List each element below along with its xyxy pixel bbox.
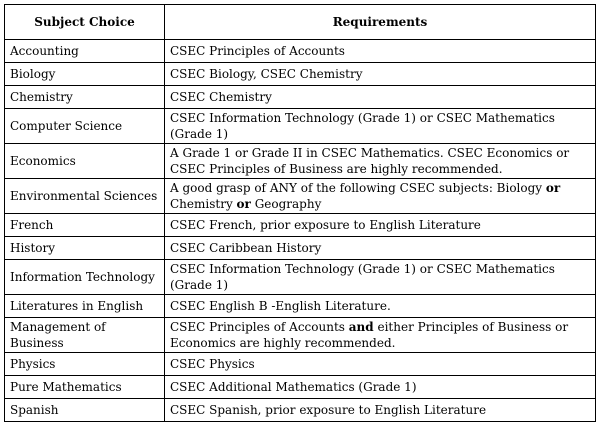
- table-row: [5, 144, 596, 179]
- requirement-cell: CSEC French, prior exposure to English Literature: [165, 214, 596, 237]
- table-row: [5, 399, 596, 422]
- subject-cell: History: [5, 237, 165, 260]
- header-requirements: Requirements: [165, 5, 596, 40]
- requirement-cell: CSEC English B -English Literature.: [165, 295, 596, 318]
- subject-cell: Physics: [5, 353, 165, 376]
- requirement-cell: CSEC Caribbean History: [165, 237, 596, 260]
- table-row: [5, 109, 596, 144]
- requirement-cell: CSEC Chemistry: [165, 86, 596, 109]
- requirement-text: A good grasp of ANY of the following CSEC subjects: Biology: [170, 181, 546, 195]
- subject-cell: Literatures in English: [5, 295, 165, 318]
- subject-cell: Management of Business: [5, 318, 165, 353]
- requirement-text: Chemistry: [170, 197, 237, 211]
- requirements-table-container: [4, 4, 595, 422]
- requirement-text: either Principles of Business or Economics are highly recommended.: [170, 320, 569, 350]
- requirement-cell: CSEC Biology, CSEC Chemistry: [165, 63, 596, 86]
- table-row: [5, 260, 596, 295]
- subject-cell: French: [5, 214, 165, 237]
- requirement-cell: CSEC Spanish, prior exposure to English Literature: [165, 399, 596, 422]
- requirement-cell: [165, 179, 596, 214]
- subject-cell: Environmental Sciences: [5, 179, 165, 214]
- conjunction-or: or: [236, 197, 251, 211]
- table-row: [5, 295, 596, 318]
- subject-cell: Economics: [5, 144, 165, 179]
- subject-cell: Information Technology: [5, 260, 165, 295]
- table-row: [5, 376, 596, 399]
- table-row: [5, 237, 596, 260]
- conjunction-or: or: [545, 181, 561, 195]
- subject-cell: Spanish: [5, 399, 165, 422]
- requirement-text: CSEC Principles of Accounts: [170, 320, 349, 334]
- conjunction-and: and: [348, 320, 374, 334]
- subject-cell: Biology: [5, 63, 165, 86]
- table-row: [5, 40, 596, 63]
- requirement-cell: CSEC Information Technology (Grade 1) or CSEC Mathematics (Grade 1): [165, 260, 596, 295]
- subject-cell: Chemistry: [5, 86, 165, 109]
- subject-cell: Pure Mathematics: [5, 376, 165, 399]
- table-row: [5, 318, 596, 353]
- table-row: [5, 353, 596, 376]
- requirement-cell: CSEC Physics: [165, 353, 596, 376]
- table-row: [5, 179, 596, 214]
- requirement-cell: [165, 318, 596, 353]
- requirement-cell: CSEC Additional Mathematics (Grade 1): [165, 376, 596, 399]
- table-row: [5, 63, 596, 86]
- requirement-cell: A Grade 1 or Grade II in CSEC Mathematics. CSEC Economics or CSEC Principles of Business are highly recommended.: [165, 144, 596, 179]
- subject-cell: Computer Science: [5, 109, 165, 144]
- table-row: [5, 86, 596, 109]
- requirements-table: [4, 4, 596, 422]
- header-subject-choice: Subject Choice: [5, 5, 165, 40]
- requirement-cell: CSEC Information Technology (Grade 1) or CSEC Mathematics (Grade 1): [165, 109, 596, 144]
- subject-cell: Accounting: [5, 40, 165, 63]
- requirement-cell: CSEC Principles of Accounts: [165, 40, 596, 63]
- table-row: [5, 214, 596, 237]
- table-header-row: [5, 5, 596, 40]
- requirement-text: Geography: [250, 197, 322, 211]
